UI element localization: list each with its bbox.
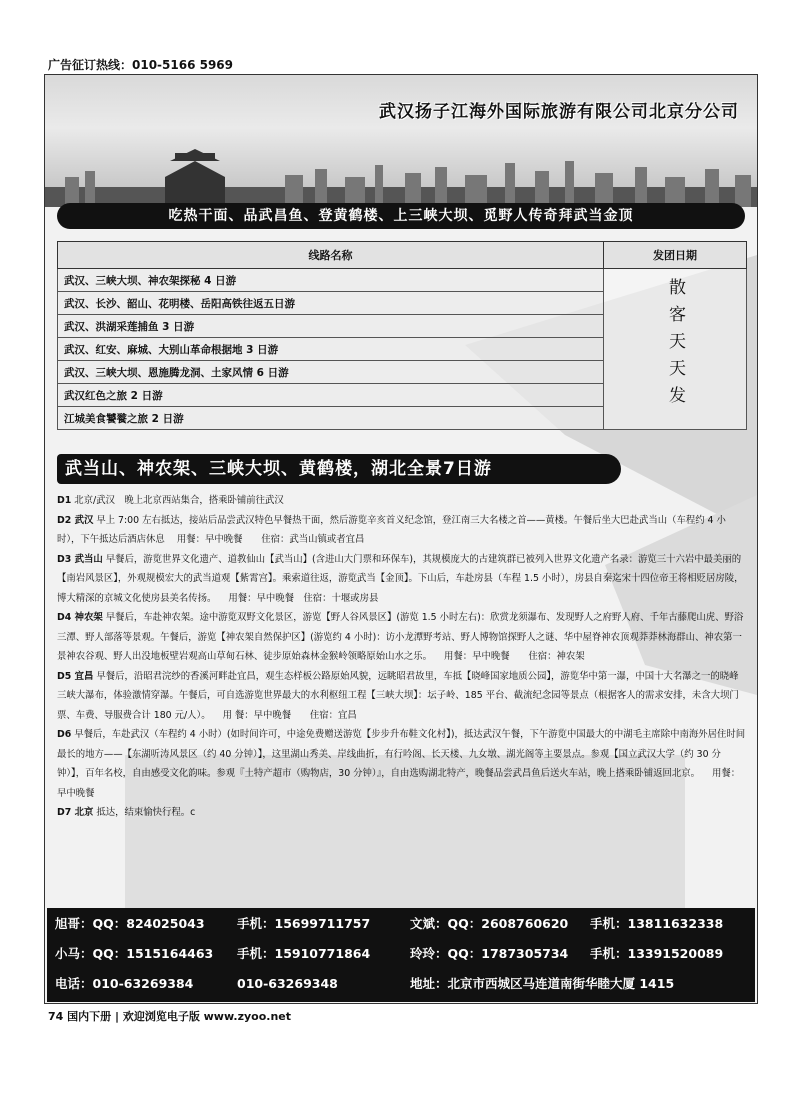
contact-qq: 旭哥：QQ：824025043 — [55, 916, 205, 931]
contact-qq: 小马：QQ：1515164463 — [55, 946, 214, 961]
contact-qq: 玲玲：QQ：1787305734 — [410, 946, 569, 961]
route-row: 武汉、三峡大坝、神农架探秘 4 日游 — [58, 269, 604, 292]
route-row: 江城美食饕餮之旅 2 日游 — [58, 407, 604, 430]
slogan-bar: 吃热干面、品武昌鱼、登黄鹤楼、上三峡大坝、觅野人传奇拜武当金顶 — [57, 203, 745, 229]
advertisement-frame — [44, 74, 758, 1004]
day-item: D3 武当山 早餐后，游览世界文化遗产、道教仙山【武当山】(含进山大门票和环保车)，其规模庞大的古建筑群已被列入世界文化遗产名录：游览三十六岩中最美丽的【南岩风景区】，外观规模宏大的武当道观【紫霄宫】。乘索道往返，游览武当【金顶】。下山后，车赴房县（车程 1.5 小时），房县自秦迄宋十四位帝王将相贬居房陵，博大精深的京城文化使房县美名传扬。 用餐：早中晚餐 住宿：十堰或房县 — [57, 553, 744, 604]
header-route: 线路名称 — [58, 242, 604, 269]
header-date: 发团日期 — [604, 242, 747, 269]
route-row: 武汉、洪湖采莲捕鱼 3 日游 — [58, 315, 604, 338]
departure-dates: 散客天天发 — [604, 269, 747, 430]
route-row: 武汉、三峡大坝、恩施腾龙洞、土家风情 6 日游 — [58, 361, 604, 384]
contact-phone: 电话：010-63269384 — [55, 976, 194, 991]
routes-table — [57, 241, 747, 430]
day-item: D6 早餐后，车赴武汉（车程约 4 小时）(如时间许可，中途免费赠送游览【步步升布鞋文化村】)，抵达武汉午餐，下午游览中国最大的中湖毛主席除中南海外居住时间最长的地方——【东湖听涛风景区（约 40 分钟）】，这里湖山秀美、岸线曲折，有行吟阁、长天楼、九女墩、湖光阁等主要景点。参观【国立武汉大学（约 30 分钟）】，百年名校，自由感受文化韵味。参观『土特产超市（购物店，30 分钟）』，自由选购湖北特产，晚餐品尝武昌鱼后送火车站，晚上搭乘卧铺返回北京。 用餐：早中晚餐 — [57, 729, 746, 799]
banner — [45, 75, 757, 207]
itinerary — [57, 491, 747, 823]
contact-mobile: 手机：13391520089 — [590, 946, 724, 961]
contact-mobile: 手机：15910771864 — [237, 946, 371, 961]
company-name: 武汉扬子江海外国际旅游有限公司北京分公司 — [379, 102, 739, 122]
route-row: 武汉红色之旅 2 日游 — [58, 384, 604, 407]
day-item: D2 武汉 早上 7:00 左右抵达，接站后品尝武汉特色早餐热干面，然后游览辛亥首义纪念馆，登江南三大名楼之首——黄楼。午餐后坐大巴赴武当山（车程约 4 小时），下午抵达后酒店休息 用餐：早中晚餐 住宿：武当山镇或者宜昌 — [57, 514, 726, 545]
contact-mobile: 手机：13811632338 — [590, 916, 724, 931]
page-footer: 74 国内下册 | 欢迎浏览电子版 www.zyoo.net — [48, 1010, 292, 1023]
route-row: 武汉、长沙、韶山、花明楼、岳阳高铁往返五日游 — [58, 292, 604, 315]
route-row: 武汉、红安、麻城、大别山革命根据地 3 日游 — [58, 338, 604, 361]
day-item: D4 神农架 早餐后，车赴神农架。途中游览双野文化景区，游览【野人谷风景区】(游览 1.5 小时左右)：欣赏龙须瀑布、发现野人之府野人府、千年古藤爬山虎、野浴三潭、野人部落等景观。午餐后，游览【神农架自然保护区】(游览约 4 小时)：访小龙潭野考站、野人博物馆探野人之谜、华中屋脊神农顶观莽莽林海群山、神农第一景神农谷观、野人出没地板壁岩观高山草甸石林、徒步原始森林金猴岭领略原始山水之乐。 用餐：早中晚餐 住宿：神农架 — [57, 612, 744, 662]
contact-block — [47, 908, 755, 1002]
contact-phone-2: 010-63269348 — [237, 976, 338, 991]
contact-mobile: 手机：15699711757 — [237, 916, 371, 931]
ad-hotline: 广告征订热线：010-5166 5969 — [48, 58, 234, 72]
tour-title: 武当山、神农架、三峡大坝、黄鹤楼，湖北全景7日游 — [57, 454, 621, 484]
day-item: D7 北京 抵达，结束愉快行程。c — [57, 807, 196, 818]
day-item: D5 宜昌 早餐后，沿昭君浣纱的香溪河畔赴宜昌，观生态样板公路原始风貌，远眺昭君故里，车抵【晓峰国家地质公园】，游览华中第一瀑，中国十大名瀑之一的晓峰三峡大瀑布，体验激情穿瀑。午餐后，可自选游览世界最大的水利枢纽工程【三峡大坝】：坛子岭、185 平台、截流纪念园等景点（根据客人的需求安排，未含大坝门票、车费、导服费合计 180 元/人）。 用 餐：早中晚餐 住宿：宜昌 — [57, 670, 739, 721]
contact-qq: 文斌：QQ：2608760620 — [410, 916, 569, 931]
day-item: D1 北京/武汉 晚上北京西站集合，搭乘卧铺前往武汉 — [57, 495, 284, 506]
contact-address: 地址：北京市西城区马连道南街华睦大厦 1415 — [410, 976, 675, 991]
city-skyline-illustration — [45, 147, 757, 207]
